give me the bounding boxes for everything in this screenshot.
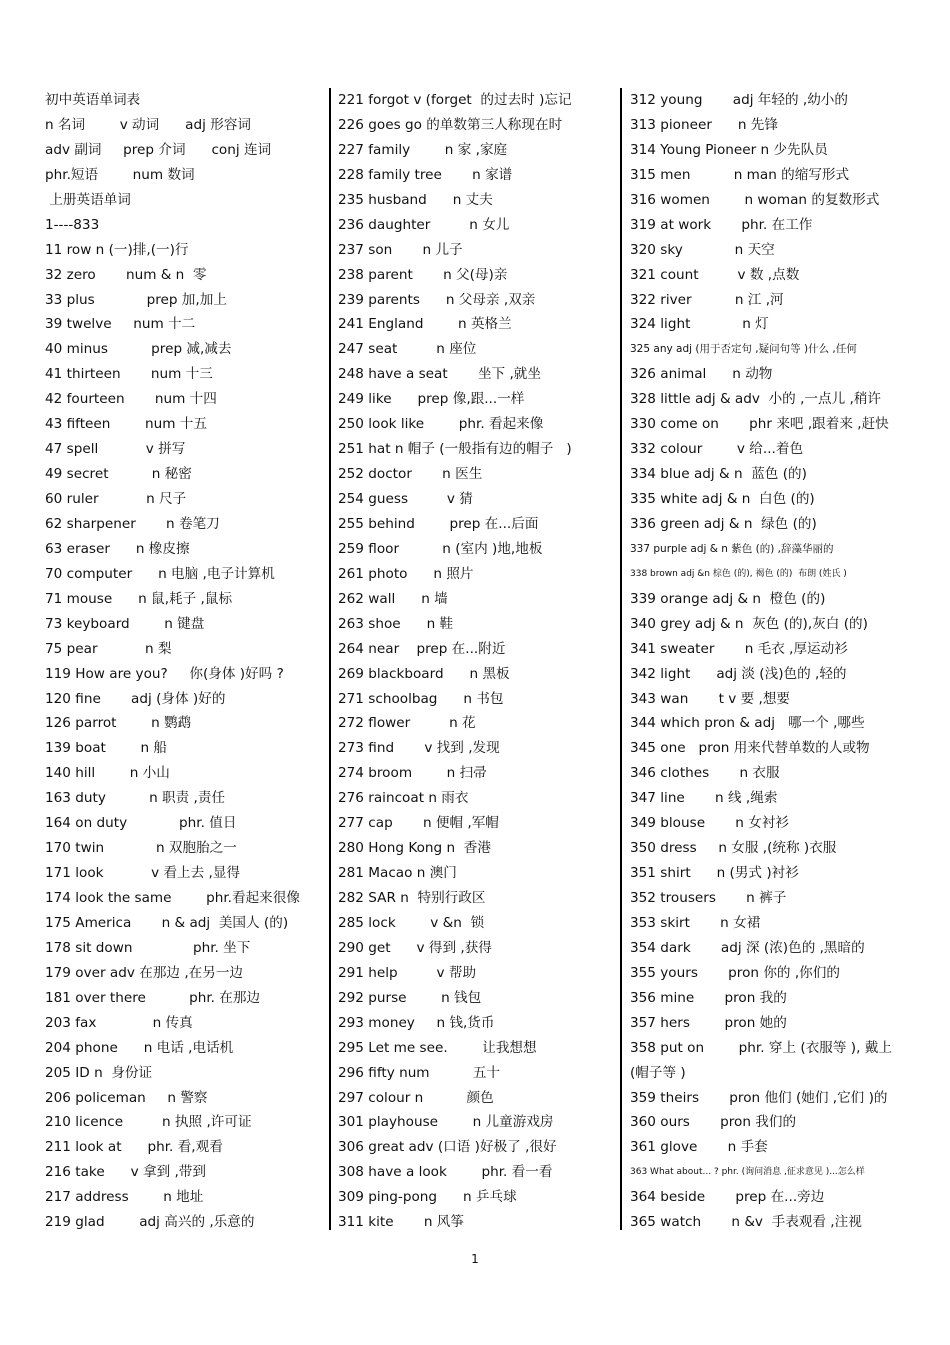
word-entry: 236 daughter n 女儿: [338, 216, 510, 233]
word-entry: 179 over adv 在那边 ,在另一边: [45, 964, 244, 981]
word-entry: 119 How are you? 你(身体 )好吗 ?: [45, 665, 284, 682]
word-entry: 43 fifteen num 十五: [45, 416, 207, 433]
word-entry: 339 orange adj & n 橙色 (的): [630, 590, 826, 607]
word-entry: 340 grey adj & n 灰色 (的),灰白 (的): [630, 615, 868, 632]
word-entry: 363 What about... ? phr. (询问消息 ,征求意见 )...怎么样: [630, 1167, 865, 1178]
word-entry: 322 river n 江 ,河: [630, 291, 784, 308]
word-entry: 254 guess v 猜: [338, 491, 473, 507]
word-entry: 353 skirt n 女裙: [630, 914, 761, 931]
word-entry: 211 look at phr. 看,观看: [45, 1139, 223, 1156]
word-entry: 351 shirt n (男式 )衬衫: [630, 865, 799, 882]
word-entry: (帽子等 ): [630, 1064, 686, 1081]
word-entry: 60 ruler n 尺子: [45, 491, 187, 507]
word-entry: 306 great adv (口语 )好极了 ,很好: [338, 1139, 557, 1156]
word-entry: 326 animal n 动物: [630, 366, 773, 383]
word-entry: 228 family tree n 家谱: [338, 166, 513, 183]
word-entry: 344 which pron & adj 哪一个 ,哪些: [630, 715, 865, 732]
word-entry: 205 ID n 身份证: [45, 1064, 153, 1081]
word-entry: n 名词 v 动词 adj 形容词: [45, 116, 252, 133]
word-entry: 274 broom n 扫帚: [338, 765, 487, 782]
word-entry: 181 over there phr. 在那边: [45, 989, 261, 1006]
word-entry: 330 come on phr 来吧 ,跟着来 ,赶快: [630, 416, 889, 433]
word-entry: 42 fourteen num 十四: [45, 391, 217, 408]
word-entry: 293 money n 钱,货币: [338, 1014, 495, 1031]
word-entry: 11 row n (一)排,(一)行: [45, 241, 189, 258]
word-entry: 277 cap n 便帽 ,军帽: [338, 815, 499, 832]
word-entry: 364 beside prep 在...旁边: [630, 1189, 825, 1206]
word-entry: 221 forgot v (forget 的过去时 )忘记: [338, 92, 572, 108]
word-entry: 280 Hong Kong n 香港: [338, 840, 491, 857]
word-entry: 365 watch n &v 手表观看 ,注视: [630, 1214, 862, 1231]
word-entry: 250 look like phr. 看起来像: [338, 416, 544, 433]
word-entry: 282 SAR n 特别行政区: [338, 890, 486, 906]
word-entry: 70 computer n 电脑 ,电子计算机: [45, 565, 275, 582]
word-entry: 62 sharpener n 卷笔刀: [45, 515, 220, 532]
word-entry: 273 find v 找到 ,发现: [338, 740, 500, 757]
word-entry: 255 behind prep 在...后面: [338, 515, 539, 532]
word-entry: 325 any adj (用于否定句 ,疑问句等 )什么 ,任何: [630, 343, 857, 356]
word-entry: 248 have a seat 坐下 ,就坐: [338, 366, 541, 383]
word-entry: 247 seat n 座位: [338, 341, 477, 358]
word-entry: 332 colour v 给...着色: [630, 441, 804, 458]
word-entry: 140 hill n 小山: [45, 765, 170, 782]
word-entry: 47 spell v 拼写: [45, 441, 186, 458]
word-column-3: [630, 88, 930, 1235]
word-entry: 281 Macao n 澳门: [338, 865, 457, 882]
word-entry: 290 get v 得到 ,获得: [338, 939, 492, 956]
word-column-2: [338, 88, 613, 1235]
word-entry: 126 parrot n 鹦鹉: [45, 715, 192, 732]
word-entry: 251 hat n 帽子 (一般指有边的帽子 ): [338, 441, 572, 458]
word-entry: 311 kite n 风筝: [338, 1214, 464, 1231]
word-column-1: [45, 88, 320, 1235]
word-entry: 297 colour n 颜色: [338, 1089, 494, 1106]
column-divider-2: [620, 88, 622, 1230]
column-divider-1: [329, 88, 331, 1230]
word-entry: 264 near prep 在...附近: [338, 640, 506, 657]
word-entry: 355 yours pron 你的 ,你们的: [630, 964, 840, 981]
word-entry: 41 thirteen num 十三: [45, 366, 213, 383]
word-entry: 239 parents n 父母亲 ,双亲: [338, 291, 536, 308]
word-entry: 324 light n 灯: [630, 316, 769, 333]
word-entry: 360 ours pron 我们的: [630, 1114, 797, 1131]
word-entry: 292 purse n 钱包: [338, 989, 482, 1006]
word-entry: 259 floor n (室内 )地,地板: [338, 540, 543, 557]
word-entry: 312 young adj 年轻的 ,幼小的: [630, 92, 848, 108]
word-entry: 313 pioneer n 先锋: [630, 116, 778, 133]
word-entry: 295 Let me see. 让我想想: [338, 1039, 537, 1056]
word-entry: 63 eraser n 橡皮擦: [45, 540, 190, 557]
word-entry: 216 take v 拿到 ,带到: [45, 1164, 206, 1181]
word-entry: 175 America n & adj 美国人 (的): [45, 914, 289, 931]
word-entry: 361 glove n 手套: [630, 1139, 768, 1156]
word-entry: 40 minus prep 减,减去: [45, 341, 232, 358]
word-entry: 346 clothes n 衣服: [630, 765, 780, 782]
word-entry: 252 doctor n 医生: [338, 466, 483, 483]
word-entry: 334 blue adj & n 蓝色 (的): [630, 466, 807, 483]
word-entry: 350 dress n 女服 ,(统称 )衣服: [630, 840, 837, 857]
word-entry: 32 zero num & n 零: [45, 266, 207, 283]
word-entry: 316 women n woman 的复数形式: [630, 191, 880, 208]
word-entry: 269 blackboard n 黑板: [338, 665, 510, 682]
word-entry: 263 shoe n 鞋: [338, 615, 454, 632]
word-entry: 163 duty n 职责 ,责任: [45, 790, 226, 807]
word-entry: 39 twelve num 十二: [45, 316, 196, 333]
word-entry: 237 son n 儿子: [338, 241, 463, 258]
word-entry: 357 hers pron 她的: [630, 1014, 787, 1031]
word-entry: 272 flower n 花: [338, 715, 476, 732]
word-entry: 262 wall n 墙: [338, 590, 448, 607]
word-entry: 271 schoolbag n 书包: [338, 690, 504, 707]
word-entry: 261 photo n 照片: [338, 565, 474, 582]
word-entry: 174 look the same phr.看起来很像: [45, 890, 300, 906]
word-entry: 73 keyboard n 键盘: [45, 615, 205, 632]
word-entry: 296 fifty num 五十: [338, 1064, 500, 1081]
word-entry: phr.短语 num 数词: [45, 166, 195, 183]
word-entry: 178 sit down phr. 坐下: [45, 939, 251, 956]
word-entry: 309 ping-pong n 乒乓球: [338, 1189, 517, 1206]
word-entry: 320 sky n 天空: [630, 241, 775, 258]
word-entry: 345 one pron 用来代替单数的人或物: [630, 740, 870, 757]
word-entry: 初中英语单词表: [45, 92, 141, 108]
word-entry: 276 raincoat n 雨衣: [338, 790, 469, 807]
word-entry: 321 count v 数 ,点数: [630, 266, 800, 283]
word-entry: 217 address n 地址: [45, 1189, 204, 1206]
word-entry: 238 parent n 父(母)亲: [338, 266, 508, 283]
word-entry: 319 at work phr. 在工作: [630, 216, 813, 233]
word-entry: 241 England n 英格兰: [338, 316, 512, 333]
word-entry: 308 have a look phr. 看一看: [338, 1164, 553, 1181]
word-entry: 49 secret n 秘密: [45, 466, 192, 483]
word-entry: 359 theirs pron 他们 (她们 ,它们 )的: [630, 1089, 888, 1106]
word-entry: 352 trousers n 裤子: [630, 890, 787, 906]
word-entry: 358 put on phr. 穿上 (衣服等 ), 戴上: [630, 1039, 892, 1056]
word-entry: 上册英语单词: [45, 191, 131, 208]
word-entry: 164 on duty phr. 值日: [45, 815, 237, 832]
word-entry: 210 licence n 执照 ,许可证: [45, 1114, 252, 1131]
word-entry: 285 lock v &n 锁: [338, 914, 485, 931]
word-entry: 335 white adj & n 白色 (的): [630, 491, 815, 507]
word-entry: 226 goes go 的单数第三人称现在时: [338, 116, 563, 133]
word-entry: 347 line n 线 ,绳索: [630, 790, 778, 807]
word-entry: 219 glad adj 高兴的 ,乐意的: [45, 1214, 255, 1231]
word-entry: 235 husband n 丈夫: [338, 191, 493, 208]
word-entry: 328 little adj & adv 小的 ,一点儿 ,稍许: [630, 391, 882, 408]
word-entry: 291 help v 帮助: [338, 964, 477, 981]
word-entry: 170 twin n 双胞胎之一: [45, 840, 237, 857]
word-entry: 342 light adj 淡 (浅)色的 ,轻的: [630, 665, 847, 682]
word-entry: 338 brown adj &n 棕色 (的), 褐色 (的) 布朗 (姓氏 ): [630, 568, 847, 579]
word-entry: 206 policeman n 警察: [45, 1089, 208, 1106]
word-entry: 204 phone n 电话 ,电话机: [45, 1039, 234, 1056]
word-entry: 341 sweater n 毛衣 ,厚运动衫: [630, 640, 848, 657]
word-entry: 249 like prep 像,跟...一样: [338, 391, 525, 408]
word-entry: 75 pear n 梨: [45, 640, 172, 657]
word-entry: 139 boat n 船: [45, 740, 167, 757]
word-entry: 314 Young Pioneer n 少先队员: [630, 141, 828, 158]
word-entry: 315 men n man 的缩写形式: [630, 166, 850, 183]
word-entry: 354 dark adj 深 (浓)色的 ,黑暗的: [630, 939, 865, 956]
word-entry: 203 fax n 传真: [45, 1014, 193, 1031]
word-entry: 71 mouse n 鼠,耗子 ,鼠标: [45, 590, 233, 607]
page-number: 1: [471, 1252, 479, 1266]
word-entry: 343 wan t v 要 ,想要: [630, 690, 791, 707]
word-entry: 301 playhouse n 儿童游戏房: [338, 1114, 554, 1131]
word-entry: 171 look v 看上去 ,显得: [45, 865, 241, 882]
word-entry: 33 plus prep 加,加上: [45, 291, 227, 308]
word-entry: 120 fine adj (身体 )好的: [45, 690, 226, 707]
word-entry: adv 副词 prep 介词 conj 连词: [45, 141, 272, 158]
word-entry: 227 family n 家 ,家庭: [338, 141, 508, 158]
word-entry: 1----833: [45, 216, 100, 233]
word-entry: 337 purple adj & n 紫色 (的) ,辞藻华丽的: [630, 542, 834, 555]
word-entry: 336 green adj & n 绿色 (的): [630, 515, 817, 532]
word-entry: 356 mine pron 我的: [630, 989, 787, 1006]
word-entry: 349 blouse n 女衬衫: [630, 815, 790, 832]
